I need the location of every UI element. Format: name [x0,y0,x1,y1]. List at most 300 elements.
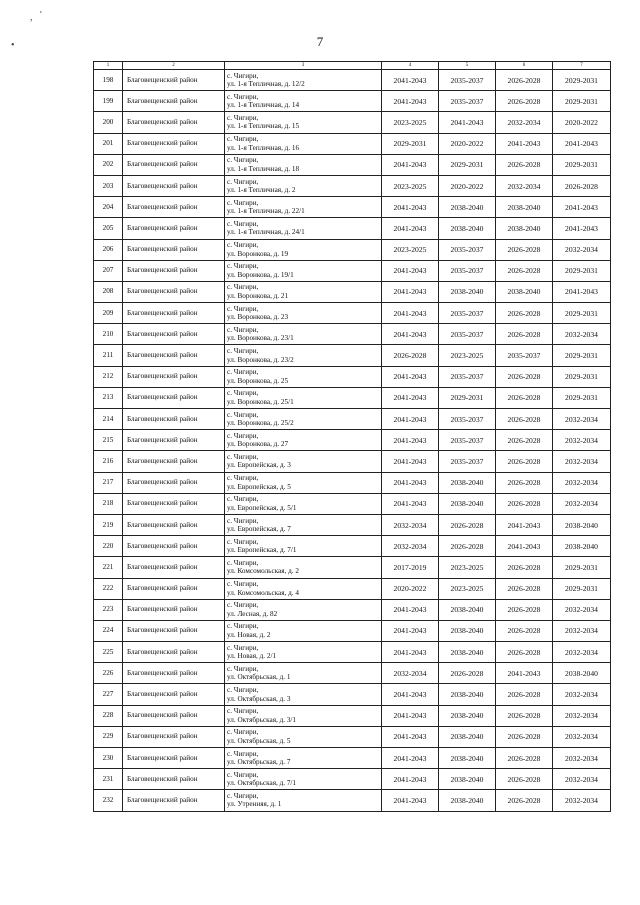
address-cell [225,578,382,599]
row-number: 232 [94,790,123,811]
period-col7: 2032-2034 [553,620,611,641]
district-cell: Благовещенский район [123,366,225,387]
period-col4: 2041-2043 [382,769,439,790]
address-settlement: с. Чигири, [227,389,259,398]
row-number: 219 [94,514,123,535]
table-row [94,493,611,514]
period-col5: 2038-2040 [439,726,496,747]
period-col5: 2035-2037 [439,366,496,387]
address-cell [225,366,382,387]
address-settlement: с. Чигири, [227,558,259,567]
district-cell: Благовещенский район [123,684,225,705]
period-col6: 2026-2028 [496,748,553,769]
address-street: ул. Октябрьская, д. 7 [227,758,291,767]
row-number: 218 [94,493,123,514]
row-number: 229 [94,726,123,747]
address-settlement: с. Чигири, [227,495,259,504]
address-street: ул. Воронкова, д. 25 [227,376,289,385]
period-col6: 2026-2028 [496,303,553,324]
row-number: 231 [94,769,123,790]
address-cell [225,218,382,239]
period-col4: 2041-2043 [382,218,439,239]
period-col7: 2029-2031 [553,387,611,408]
period-col7: 2041-2043 [553,218,611,239]
period-col7: 2038-2040 [553,663,611,684]
address-street: ул. Европейская, д. 5 [227,482,291,491]
district-cell: Благовещенский район [123,599,225,620]
address-settlement: с. Чигири, [227,622,259,631]
row-number: 212 [94,366,123,387]
district-cell: Благовещенский район [123,451,225,472]
period-col5: 2035-2037 [439,430,496,451]
address-settlement: с. Чигири, [227,177,259,186]
address-street: ул. Новая, д. 2/1 [227,652,277,661]
address-settlement: с. Чигири, [227,431,259,440]
period-col5: 2023-2025 [439,578,496,599]
district-cell: Благовещенский район [123,324,225,345]
address-cell [225,409,382,430]
period-col4: 2017-2019 [382,557,439,578]
address-settlement: с. Чигири, [227,347,259,356]
address-settlement: с. Чигири, [227,643,259,652]
period-col6: 2026-2028 [496,260,553,281]
address-cell [225,133,382,154]
district-cell: Благовещенский район [123,260,225,281]
district-cell: Благовещенский район [123,663,225,684]
address-settlement: с. Чигири, [227,664,259,673]
period-col4: 2041-2043 [382,91,439,112]
table-row [94,557,611,578]
column-header: 7 [553,62,611,70]
period-col7: 2032-2034 [553,493,611,514]
period-col6: 2026-2028 [496,324,553,345]
address-settlement: с. Чигири, [227,410,259,419]
period-col7: 2038-2040 [553,536,611,557]
address-settlement: с. Чигири, [227,92,259,101]
column-header: 2 [123,62,225,70]
address-settlement: с. Чигири, [227,770,259,779]
district-cell: Благовещенский район [123,303,225,324]
address-settlement: с. Чигири, [227,219,259,228]
district-cell: Благовещенский район [123,748,225,769]
address-street: ул. 1-я Тепличная, д. 12/2 [227,80,305,89]
table-row [94,599,611,620]
period-col6: 2026-2028 [496,769,553,790]
district-cell: Благовещенский район [123,642,225,663]
address-settlement: с. Чигири, [227,474,259,483]
period-col7: 2032-2034 [553,726,611,747]
table-row [94,578,611,599]
address-cell [225,91,382,112]
table-row [94,218,611,239]
column-header: 4 [382,62,439,70]
period-col5: 2035-2037 [439,239,496,260]
address-cell [225,748,382,769]
row-number: 214 [94,409,123,430]
address-street: ул. Европейская, д. 3 [227,461,291,470]
period-col6: 2038-2040 [496,281,553,302]
period-col4: 2041-2043 [382,303,439,324]
address-settlement: с. Чигири, [227,580,259,589]
period-col5: 2035-2037 [439,70,496,91]
period-col7: 2032-2034 [553,748,611,769]
address-cell [225,790,382,811]
period-col4: 2023-2025 [382,239,439,260]
district-cell: Благовещенский район [123,620,225,641]
address-street: ул. Октябрьская, д. 3/1 [227,715,297,724]
address-street: ул. Воронкова, д. 23/2 [227,355,294,364]
address-street: ул. Воронкова, д. 25/2 [227,419,294,428]
period-col6: 2026-2028 [496,239,553,260]
period-col6: 2041-2043 [496,133,553,154]
period-col5: 2038-2040 [439,705,496,726]
row-number: 198 [94,70,123,91]
column-header-row [94,62,611,70]
address-street: ул. 1-я Тепличная, д. 2 [227,186,296,195]
address-settlement: с. Чигири, [227,749,259,758]
period-col7: 2038-2040 [553,514,611,535]
address-settlement: с. Чигири, [227,304,259,313]
table-row [94,260,611,281]
period-col6: 2026-2028 [496,154,553,175]
table-row [94,748,611,769]
period-col6: 2026-2028 [496,366,553,387]
table-row [94,366,611,387]
period-col6: 2038-2040 [496,197,553,218]
address-street: ул. Воронкова, д. 19/1 [227,270,294,279]
period-col7: 2032-2034 [553,642,611,663]
address-cell [225,154,382,175]
period-col4: 2020-2022 [382,578,439,599]
address-cell [225,70,382,91]
district-cell: Благовещенский район [123,557,225,578]
period-col4: 2032-2034 [382,514,439,535]
address-settlement: с. Чигири, [227,728,259,737]
address-settlement: с. Чигири, [227,198,259,207]
period-col4: 2041-2043 [382,620,439,641]
period-col5: 2020-2022 [439,133,496,154]
period-col5: 2038-2040 [439,684,496,705]
address-street: ул. Новая, д. 2 [227,630,271,639]
address-street: ул. 1-я Тепличная, д. 18 [227,164,300,173]
period-col4: 2041-2043 [382,197,439,218]
period-col6: 2026-2028 [496,578,553,599]
address-cell [225,557,382,578]
address-cell [225,112,382,133]
table-row [94,197,611,218]
address-cell [225,324,382,345]
row-number: 203 [94,175,123,196]
district-cell: Благовещенский район [123,726,225,747]
period-col6: 2026-2028 [496,684,553,705]
period-col7: 2032-2034 [553,324,611,345]
period-col6: 2026-2028 [496,705,553,726]
address-settlement: с. Чигири, [227,686,259,695]
table-row [94,112,611,133]
address-settlement: с. Чигири, [227,71,259,80]
district-cell: Благовещенский район [123,409,225,430]
period-col6: 2026-2028 [496,726,553,747]
address-street: ул. Европейская, д. 5/1 [227,503,297,512]
address-street: ул. Лесная, д. 82 [227,609,278,618]
column-header: 6 [496,62,553,70]
period-col6: 2026-2028 [496,472,553,493]
period-col7: 2032-2034 [553,239,611,260]
address-cell [225,620,382,641]
address-street: ул. 1-я Тепличная, д. 16 [227,143,300,152]
period-col4: 2041-2043 [382,726,439,747]
row-number: 216 [94,451,123,472]
district-cell: Благовещенский район [123,769,225,790]
page-number: 7 [316,34,324,49]
period-col7: 2029-2031 [553,557,611,578]
address-settlement: с. Чигири, [227,135,259,144]
period-col4: 2041-2043 [382,281,439,302]
address-street: ул. Воронкова, д. 21 [227,291,289,300]
address-cell [225,642,382,663]
period-col5: 2038-2040 [439,642,496,663]
district-cell: Благовещенский район [123,705,225,726]
address-street: ул. Воронкова, д. 25/1 [227,397,294,406]
address-settlement: с. Чигири, [227,325,259,334]
period-col5: 2035-2037 [439,451,496,472]
address-cell [225,175,382,196]
row-number: 220 [94,536,123,557]
period-col5: 2029-2031 [439,387,496,408]
period-col5: 2026-2028 [439,663,496,684]
address-street: ул. Европейская, д. 7/1 [227,546,297,555]
period-col5: 2038-2040 [439,197,496,218]
period-col4: 2023-2025 [382,175,439,196]
period-col4: 2041-2043 [382,409,439,430]
address-cell [225,514,382,535]
table-row [94,303,611,324]
period-col7: 2032-2034 [553,472,611,493]
period-col6: 2026-2028 [496,620,553,641]
row-number: 228 [94,705,123,726]
district-cell: Благовещенский район [123,197,225,218]
address-street: ул. Воронкова, д. 23/1 [227,334,294,343]
district-cell: Благовещенский район [123,536,225,557]
period-col4: 2041-2043 [382,387,439,408]
address-cell [225,430,382,451]
district-cell: Благовещенский район [123,514,225,535]
period-col7: 2032-2034 [553,599,611,620]
period-col4: 2041-2043 [382,748,439,769]
period-col4: 2032-2034 [382,663,439,684]
period-col7: 2029-2031 [553,91,611,112]
district-cell: Благовещенский район [123,281,225,302]
period-col7: 2032-2034 [553,451,611,472]
period-col5: 2038-2040 [439,599,496,620]
table-row [94,175,611,196]
row-number: 209 [94,303,123,324]
period-col7: 2029-2031 [553,303,611,324]
column-header: 5 [439,62,496,70]
address-cell [225,387,382,408]
period-col6: 2026-2028 [496,642,553,663]
row-number: 213 [94,387,123,408]
table-row [94,133,611,154]
period-col4: 2041-2043 [382,472,439,493]
period-col5: 2038-2040 [439,769,496,790]
address-cell [225,769,382,790]
row-number: 227 [94,684,123,705]
row-number: 211 [94,345,123,366]
period-col7: 2032-2034 [553,430,611,451]
address-cell [225,451,382,472]
data-table [93,61,611,812]
row-number: 215 [94,430,123,451]
period-col4: 2041-2043 [382,790,439,811]
scan-mark: • [11,40,15,51]
address-street: ул. Воронкова, д. 27 [227,440,289,449]
period-col6: 2026-2028 [496,70,553,91]
table-row [94,472,611,493]
period-col4: 2041-2043 [382,599,439,620]
period-col6: 2041-2043 [496,663,553,684]
period-col5: 2035-2037 [439,260,496,281]
address-cell [225,472,382,493]
row-number: 200 [94,112,123,133]
period-col4: 2041-2043 [382,260,439,281]
address-street: ул. 1-я Тепличная, д. 14 [227,101,300,110]
row-number: 210 [94,324,123,345]
district-cell: Благовещенский район [123,430,225,451]
table-row [94,726,611,747]
district-cell: Благовещенский район [123,472,225,493]
period-col5: 2038-2040 [439,620,496,641]
period-col6: 2041-2043 [496,536,553,557]
period-col4: 2029-2031 [382,133,439,154]
address-street: ул. Утренняя, д. 1 [227,800,282,809]
row-number: 223 [94,599,123,620]
scan-mark: ' [40,10,42,21]
address-cell [225,303,382,324]
table-row [94,451,611,472]
column-header: 3 [225,62,382,70]
table-row [94,281,611,302]
address-cell [225,239,382,260]
row-number: 217 [94,472,123,493]
district-cell: Благовещенский район [123,387,225,408]
period-col5: 2038-2040 [439,281,496,302]
period-col7: 2029-2031 [553,578,611,599]
district-cell: Благовещенский район [123,218,225,239]
address-street: ул. Октябрьская, д. 1 [227,673,291,682]
address-cell [225,599,382,620]
period-col7: 2041-2043 [553,197,611,218]
address-street: ул. 1-я Тепличная, д. 22/1 [227,207,305,216]
period-col5: 2023-2025 [439,345,496,366]
period-col6: 2026-2028 [496,493,553,514]
period-col4: 2041-2043 [382,154,439,175]
period-col7: 2032-2034 [553,790,611,811]
period-col6: 2026-2028 [496,557,553,578]
period-col4: 2041-2043 [382,493,439,514]
row-number: 201 [94,133,123,154]
period-col7: 2029-2031 [553,70,611,91]
period-col5: 2038-2040 [439,790,496,811]
period-col4: 2041-2043 [382,451,439,472]
period-col5: 2035-2037 [439,324,496,345]
period-col6: 2038-2040 [496,218,553,239]
period-col7: 2020-2022 [553,112,611,133]
address-street: ул. Октябрьская, д. 5 [227,736,291,745]
table-row [94,239,611,260]
table-row [94,514,611,535]
district-cell: Благовещенский район [123,112,225,133]
district-cell: Благовещенский район [123,239,225,260]
table-row [94,663,611,684]
row-number: 205 [94,218,123,239]
row-number: 202 [94,154,123,175]
period-col7: 2032-2034 [553,684,611,705]
period-col5: 2035-2037 [439,303,496,324]
address-settlement: с. Чигири, [227,791,259,800]
period-col6: 2026-2028 [496,790,553,811]
district-cell: Благовещенский район [123,493,225,514]
table-row [94,154,611,175]
period-col6: 2035-2037 [496,345,553,366]
address-cell [225,536,382,557]
address-cell [225,197,382,218]
address-cell [225,663,382,684]
period-col6: 2026-2028 [496,91,553,112]
address-settlement: с. Чигири, [227,707,259,716]
address-street: ул. Воронкова, д. 19 [227,249,289,258]
table-row [94,387,611,408]
period-col7: 2029-2031 [553,345,611,366]
address-cell [225,260,382,281]
period-col7: 2029-2031 [553,154,611,175]
district-cell: Благовещенский район [123,175,225,196]
period-col7: 2032-2034 [553,705,611,726]
address-settlement: с. Чигири, [227,156,259,165]
period-col4: 2041-2043 [382,366,439,387]
period-col5: 2035-2037 [439,409,496,430]
row-number: 221 [94,557,123,578]
district-cell: Благовещенский район [123,154,225,175]
row-number: 224 [94,620,123,641]
address-street: ул. 1-я Тепличная, д. 15 [227,122,300,131]
row-number: 222 [94,578,123,599]
address-settlement: с. Чигири, [227,113,259,122]
address-street: ул. Октябрьская, д. 3 [227,694,291,703]
period-col4: 2023-2025 [382,112,439,133]
period-col4: 2026-2028 [382,345,439,366]
table-row [94,620,611,641]
address-settlement: с. Чигири, [227,516,259,525]
address-street: ул. Комсомольская, д. 2 [227,567,299,576]
period-col7: 2029-2031 [553,260,611,281]
period-col4: 2041-2043 [382,324,439,345]
period-col6: 2026-2028 [496,599,553,620]
row-number: 199 [94,91,123,112]
address-cell [225,281,382,302]
table-row [94,536,611,557]
table-row [94,409,611,430]
row-number: 225 [94,642,123,663]
period-col6: 2032-2034 [496,175,553,196]
row-number: 204 [94,197,123,218]
period-col6: 2032-2034 [496,112,553,133]
address-street: ул. Комсомольская, д. 4 [227,588,299,597]
period-col5: 2041-2043 [439,112,496,133]
table-row [94,769,611,790]
district-cell: Благовещенский район [123,70,225,91]
period-col5: 2020-2022 [439,175,496,196]
